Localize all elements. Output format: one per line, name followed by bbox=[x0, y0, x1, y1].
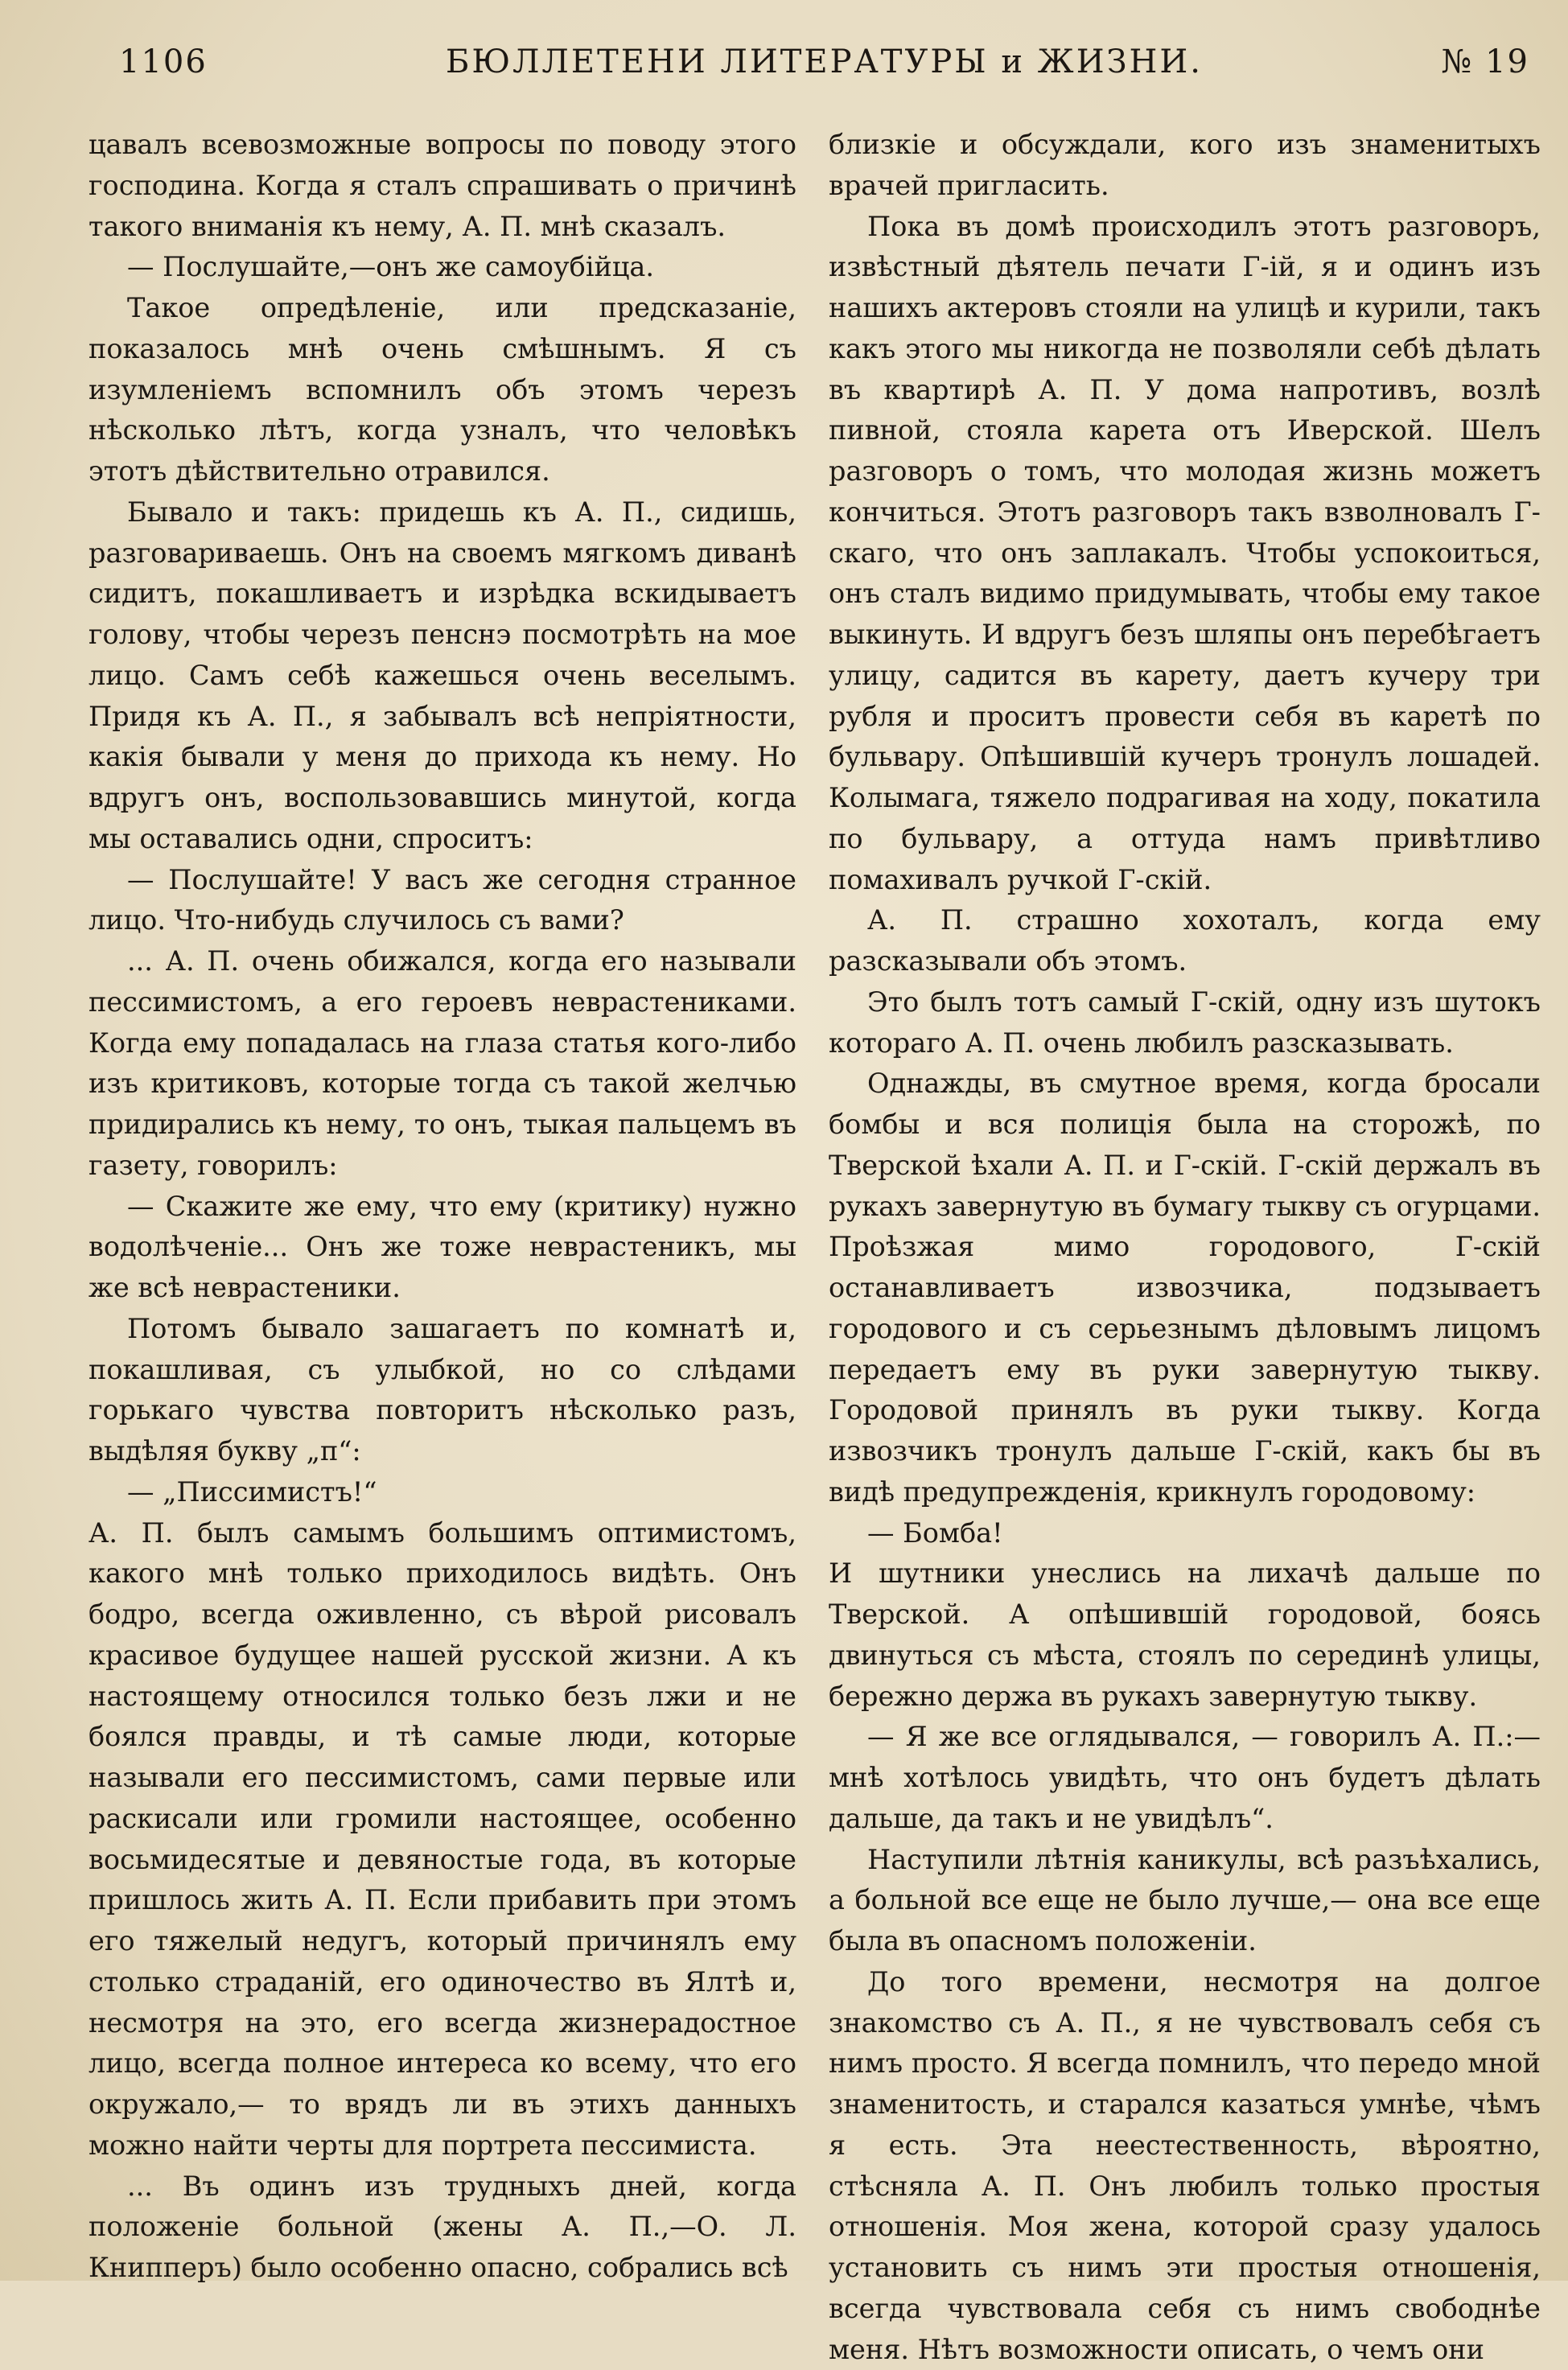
left-column bbox=[88, 125, 796, 2283]
running-header bbox=[119, 32, 1529, 97]
paragraph: Бывало и такъ: придешь къ А. П., сидишь, разговариваешь. Онъ на своемъ мягкомъ диванѣ сидитъ, покашливаетъ и изрѣдка вскидываетъ голову, чтобы черезъ пенснэ посмотрѣть на мое лицо. Самъ себѣ кажешься очень веселымъ. Придя къ А. П., я забывалъ всѣ непріятности, какія бывали у меня до прихода къ нему. Но вдругъ онъ, воспользовавшись минутой, когда мы оставались одни, спроситъ: bbox=[88, 496, 796, 854]
paragraph: А. П. страшно хохоталъ, когда ему разсказывали объ этомъ. bbox=[829, 904, 1541, 977]
paragraph: Пока въ домѣ происходилъ этотъ разговоръ, извѣстный дѣятель печати Г-ій, я и одинъ изъ нашихъ актеровъ стояли на улицѣ и курили, такъ какъ этого мы никогда не позволяли себѣ дѣлать въ квартирѣ А. П. У дома напротивъ, возлѣ пивной, стояла карета отъ Иверской. Шелъ разговоръ о томъ, что молодая жизнь можетъ кончиться. Этотъ разговоръ такъ взволновалъ Г-скаго, что онъ заплакалъ. Чтобы успокоиться, онъ сталъ видимо придумывать, чтобы ему такое выкинуть. И вдругъ безъ шляпы онъ перебѣгаетъ улицу, садится въ карету, даетъ кучеру три рубля и проситъ провести себя въ каретѣ по бульвару. Опѣшившій кучеръ тронулъ лошадей. Колымага, тяжело подрагивая на ходу, покатила по бульвару, а оттуда намъ привѣтливо помахивалъ ручкой Г-скій. bbox=[829, 210, 1541, 895]
paragraph: Потомъ бывало зашагаетъ по комнатѣ и, покашливая, съ улыбкой, но со слѣдами горькаго чувства повторитъ нѣсколько разъ, выдѣляя букву „п“: bbox=[88, 1312, 796, 1467]
paragraph: Наступили лѣтнія каникулы, всѣ разъѣхались, а больной все еще не было лучше,— она все еще была въ опасномъ положеніи. bbox=[829, 1843, 1541, 1956]
paragraph: Это былъ тотъ самый Г-скій, одну изъ шутокъ котораго А. П. очень любилъ разсказывать. bbox=[829, 985, 1541, 1059]
issue-number: № 19 bbox=[1441, 43, 1529, 80]
running-title: БЮЛЛЕТЕНИ ЛИТЕРАТУРЫ и ЖИЗНИ. bbox=[446, 43, 1203, 80]
paragraph: До того времени, несмотря на долгое знакомство съ А. П., я не чувствовалъ себя съ нимъ просто. Я всегда помнилъ, что передо мной знаменитость, и старался казаться умнѣе, чѣмъ я есть. Эта неестественность, вѣроятно, стѣсняла А. П. Онъ любилъ только простыя отношенія. Моя жена, которой сразу удалось установить съ нимъ эти простыя отношенія, всегда чувствовала себя съ нимъ свободнѣе меня. Нѣтъ возможности описать, о чемъ они bbox=[829, 1965, 1541, 2365]
paragraph: А. П. былъ самымъ большимъ оптимистомъ, какого мнѣ только приходилось видѣть. Онъ бодро, всегда оживленно, съ вѣрой рисовалъ красивое будущее нашей русской жизни. А къ настоящему относился только безъ лжи и не боялся правды, и тѣ самые люди, которые называли его пессимистомъ, сами первые или раскисали или громили настоящее, особенно восьмидесятые и девяностые года, въ которые пришлось жить А. П. Если прибавить при этомъ его тяжелый недугъ, который причинялъ ему столько страданій, его одиночество въ Ялтѣ и, несмотря на это, его всегда жизнерадостное лицо, всегда полное интереса ко всему, что его окружало,— то врядъ ли въ этихъ данныхъ можно найти черты для портрета пессимиста. bbox=[88, 1516, 796, 2161]
paragraph: ... А. П. очень обижался, когда его называли пессимистомъ, а его героевъ неврастениками. Когда ему попадалась на глаза статья кого-либо изъ критиковъ, которые тогда съ такой желчью придирались къ нему, то онъ, тыкая пальцемъ въ газету, говорилъ: bbox=[88, 945, 796, 1181]
paragraph: — „Писсимистъ!“ bbox=[127, 1475, 377, 1508]
page-number: 1106 bbox=[119, 43, 208, 80]
paragraph: — Скажите же ему, что ему (критику) нужно водолѣченіе... Онъ же тоже неврастеникъ, мы же всѣ неврастеники. bbox=[88, 1190, 796, 1303]
paragraph: И шутники унеслись на лихачѣ дальше по Тверской. А опѣшившій городовой, боясь двинуться съ мѣста, стоялъ по серединѣ улицы, бережно держа въ рукахъ завернутую тыкву. bbox=[829, 1557, 1541, 1712]
paragraph: Однажды, въ смутное время, когда бросали бомбы и вся полиція была на сторожѣ, по Тверской ѣхали А. П. и Г-скій. Г-скій держалъ въ рукахъ завернутую въ бумагу тыкву съ огурцами. Проѣзжая мимо городового, Г-скій останавливаетъ извозчика, подзываетъ городового и съ серьезнымъ дѣловымъ лицомъ передаетъ ему въ руки завернутую тыкву. Городовой принялъ въ руки тыкву. Когда извозчикъ тронулъ дальше Г-скій, какъ бы въ видѣ предупрежденія, крикнулъ городовому: bbox=[829, 1068, 1541, 1508]
paragraph: — Послушайте,—онъ же самоубійца. bbox=[127, 251, 655, 283]
paragraph: — Я же все оглядывался, — говорилъ А. П.:—мнѣ хотѣлось увидѣть, что онъ будетъ дѣлать дальше, да такъ и не увидѣлъ“. bbox=[829, 1721, 1541, 1834]
paragraph: — Бомба! bbox=[867, 1516, 1003, 1549]
paragraph: ... Въ одинъ изъ трудныхъ дней, когда положеніе больной (жены А. П.,—О. Л. Книпперъ) было особенно опасно, собрались всѣ bbox=[88, 2170, 796, 2283]
paragraph: Такое опредѣленіе, или предсказаніе, показалось мнѣ очень смѣшнымъ. Я съ изумленіемъ вспомнилъ объ этомъ черезъ нѣсколько лѣтъ, когда узналъ, что человѣкъ этотъ дѣйствительно отравился. bbox=[88, 292, 796, 487]
paragraph: — Послушайте! У васъ же сегодня странное лицо. Что-нибудь случилось съ вами? bbox=[88, 863, 796, 936]
paragraph: близкіе и обсуждали, кого изъ знаменитыхъ врачей пригласить. bbox=[829, 129, 1541, 201]
paragraph: цавалъ всевозможные вопросы по поводу этого господина. Когда я сталъ спрашивать о причинѣ такого вниманія къ нему, А. П. мнѣ сказалъ. bbox=[88, 129, 796, 242]
right-column bbox=[829, 125, 1541, 2365]
